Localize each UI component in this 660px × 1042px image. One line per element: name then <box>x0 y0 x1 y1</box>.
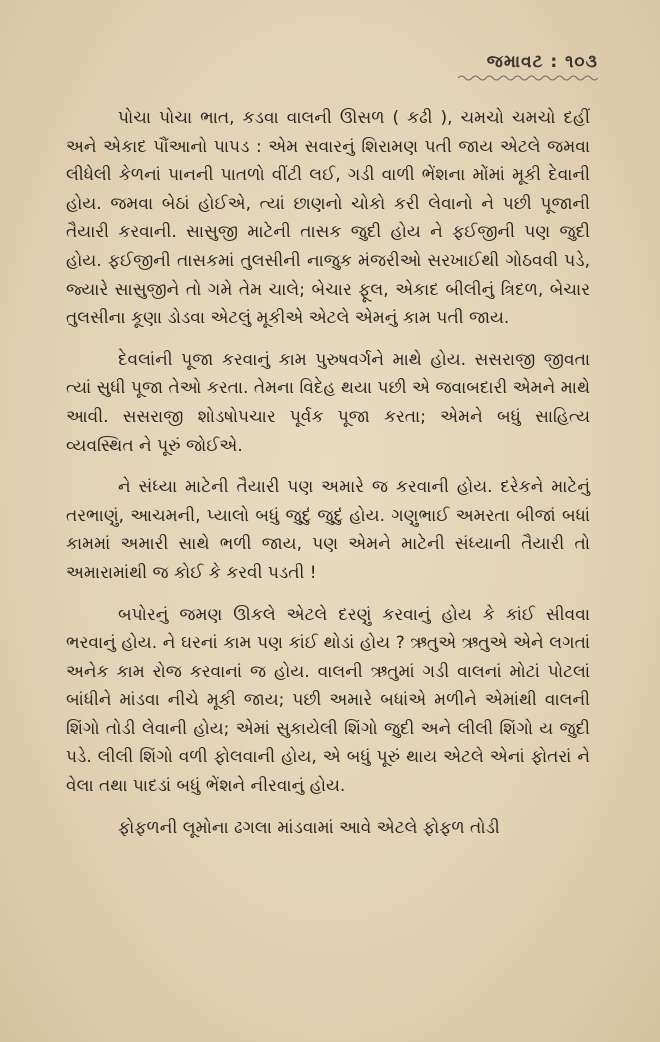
paragraph-5: ફોફળની લૂમોના ઢગલા માંડવામાં આવે એટલે ફોફળ તોડી <box>118 817 500 838</box>
paragraph-1: પોચા પોચા ભાત, કડવા વાલની ઊસળ ( કઢી ), ચમચો ચમચો દહીં અને એકાદ પૌંઆનો પાપડ : એમ સવારનું શિરામણ પતી જાય એટલે જમવા લીધેલી કેળનાં પાનની પાતળો વીંટી લઈ, ગડી વાળી ભેંશના મોંમાં મૂકી દેવાની હોય. જમવા બેઠાં હોઈએ, ત્યાં છાણનો ચોકો કરી લેવાનો ને પછી પૂજાની તૈયારી કરવાની. સાસુજી માટેની તાસક જુદી હોય ને ફઈજીની પણ જુદી હોય. ફઈજીની તાસકમાં તુલસીની નાજુક મંજરીઓ સરખાઈથી ગોઠવવી પડે, જ્યારે સાસુજીને તો ગમે તેમ ચાલે; બેચાર ફૂલ, એકાદ બીલીનું ત્રિદળ, બેચાર તુલસીના કૂણા ડોડવા એટલું મૂકીએ એટલે એમનું કામ પતી જાય. <box>66 108 590 329</box>
page-header <box>458 52 598 82</box>
paragraph-3: ને સંધ્યા માટેની તૈયારી પણ અમારે જ કરવાની હોય. દરેકને માટેનું તરભાણું, આચમની, પ્યાલો બધું જુદું જુદું હોય. ગણુભાઈ અમરતા બીજાં બધાં કામમાં અમારી સાથે ભળી જાય, પણ એમને માટેની સંધ્યાની તૈયારી તો અમારામાંથી જ કોઈ કે કરવી પડતી ! <box>66 477 590 583</box>
running-head: જમાવટ : ૧૦૩ <box>486 52 598 72</box>
paragraph-4: બપોરનું જમણ ઊકલે એટલે દરણું કરવાનું હોય કે કાંઈ સીવવા ભરવાનું હોય. ને ઘરનાં કામ પણ કાંઈ થોડાં હોય ? ઋતુએ ઋતુએ એને લગતાં અનેક કામ રોજ કરવાનાં જ હોય. વાલની ઋતુમાં ગડી વાલનાં મોટાં પોટલાં બાંધીને માંડવા નીચે મૂકી જાય; પછી અમારે બધાંએ મળીને એમાંથી વાલની શિંગો તોડી લેવાની હોય; એમાં સુકાયેલી શિંગો જુદી અને લીલી શિંગો ય જુદી પડે. લીલી શિંગો વળી ફોલવાની હોય, એ બધું પૂરું થાય એટલે એનાં ફોતરાં ને વેલા તથા પાદડાં બધું ભેંશને નીરવાનું હોય. <box>66 604 590 797</box>
body-text <box>66 104 590 852</box>
wavy-underline-ornament <box>458 74 598 82</box>
paragraph-2: દેવલાંની પૂજા કરવાનું કામ પુરુષવર્ગને માથે હોય. સસરાજી જીવતા ત્યાં સુધી પૂજા તેઓ કરતા. તેમના વિદેહ થયા પછી એ જવાબદારી એમને માથે આવી. સસરાજી શોડષોપચાર પૂર્વક પૂજા કરતા; એમને બધું સાહિત્ય વ્યવસ્થિત ને પૂરું જોઈએ. <box>66 349 590 456</box>
